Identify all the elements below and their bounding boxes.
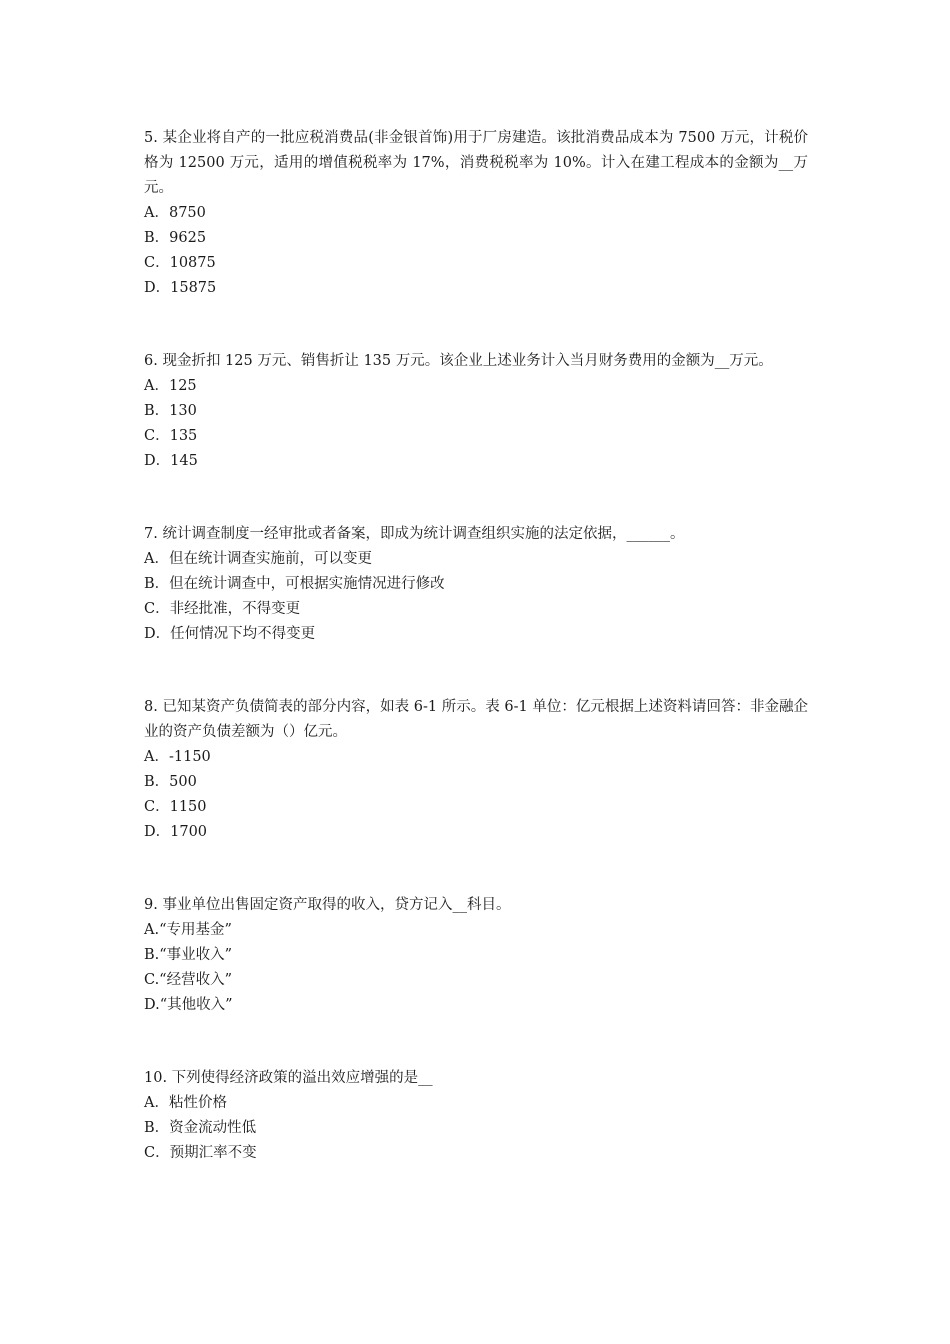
question-stem: 10. 下列使得经济政策的溢出效应增强的是__ bbox=[144, 1070, 433, 1086]
option-a: A．125 bbox=[144, 378, 197, 394]
question-5 bbox=[144, 126, 808, 301]
option-c: C．1150 bbox=[144, 799, 207, 815]
option-c: C.“经营收入” bbox=[144, 972, 233, 988]
question-stem: 9. 事业单位出售固定资产取得的收入，贷方记入__科目。 bbox=[144, 897, 511, 913]
question-9 bbox=[144, 893, 808, 1018]
option-b: B．但在统计调查中，可根据实施情况进行修改 bbox=[144, 576, 445, 592]
option-c: C．非经批准，不得变更 bbox=[144, 601, 301, 617]
option-c: C．10875 bbox=[144, 255, 216, 271]
option-a: A．-1150 bbox=[144, 749, 211, 765]
option-b: B．9625 bbox=[144, 230, 207, 246]
option-b: B.“事业收入” bbox=[144, 947, 233, 963]
question-stem: 5. 某企业将自产的一批应税消费品(非金银首饰)用于厂房建造。该批消费品成本为 7500 万元，计税价格为 12500 万元，适用的增值税税率为 17%，消费税税率为 10%。计入在建工程成本的金额为__万元。 bbox=[144, 130, 808, 196]
option-d: D．1700 bbox=[144, 824, 208, 840]
option-d: D．任何情况下均不得变更 bbox=[144, 626, 316, 642]
question-8 bbox=[144, 695, 808, 845]
question-list bbox=[144, 126, 808, 1214]
option-b: B．资金流动性低 bbox=[144, 1120, 257, 1136]
question-stem: 8. 已知某资产负债简表的部分内容，如表 6-1 所示。表 6-1 单位：亿元根据上述资料请回答：非金融企业的资产负债差额为（）亿元。 bbox=[144, 699, 808, 740]
option-c: C．预期汇率不变 bbox=[144, 1145, 257, 1161]
question-stem: 6. 现金折扣 125 万元、销售折让 135 万元。该企业上述业务计入当月财务费用的金额为__万元。 bbox=[144, 353, 773, 369]
option-d: D．145 bbox=[144, 453, 198, 469]
option-d: D．15875 bbox=[144, 280, 217, 296]
option-b: B．500 bbox=[144, 774, 197, 790]
option-c: C．135 bbox=[144, 428, 198, 444]
question-10 bbox=[144, 1066, 808, 1166]
option-a: A.“专用基金” bbox=[144, 922, 232, 938]
option-d: D.“其他收入” bbox=[144, 997, 233, 1013]
option-a: A．粘性价格 bbox=[144, 1095, 227, 1111]
option-a: A．但在统计调查实施前，可以变更 bbox=[144, 551, 372, 567]
question-6 bbox=[144, 349, 808, 474]
option-a: A．8750 bbox=[144, 205, 206, 221]
question-7 bbox=[144, 522, 808, 647]
question-stem: 7. 统计调查制度一经审批或者备案，即成为统计调查组织实施的法定依据，______。 bbox=[144, 526, 685, 542]
option-b: B．130 bbox=[144, 403, 197, 419]
